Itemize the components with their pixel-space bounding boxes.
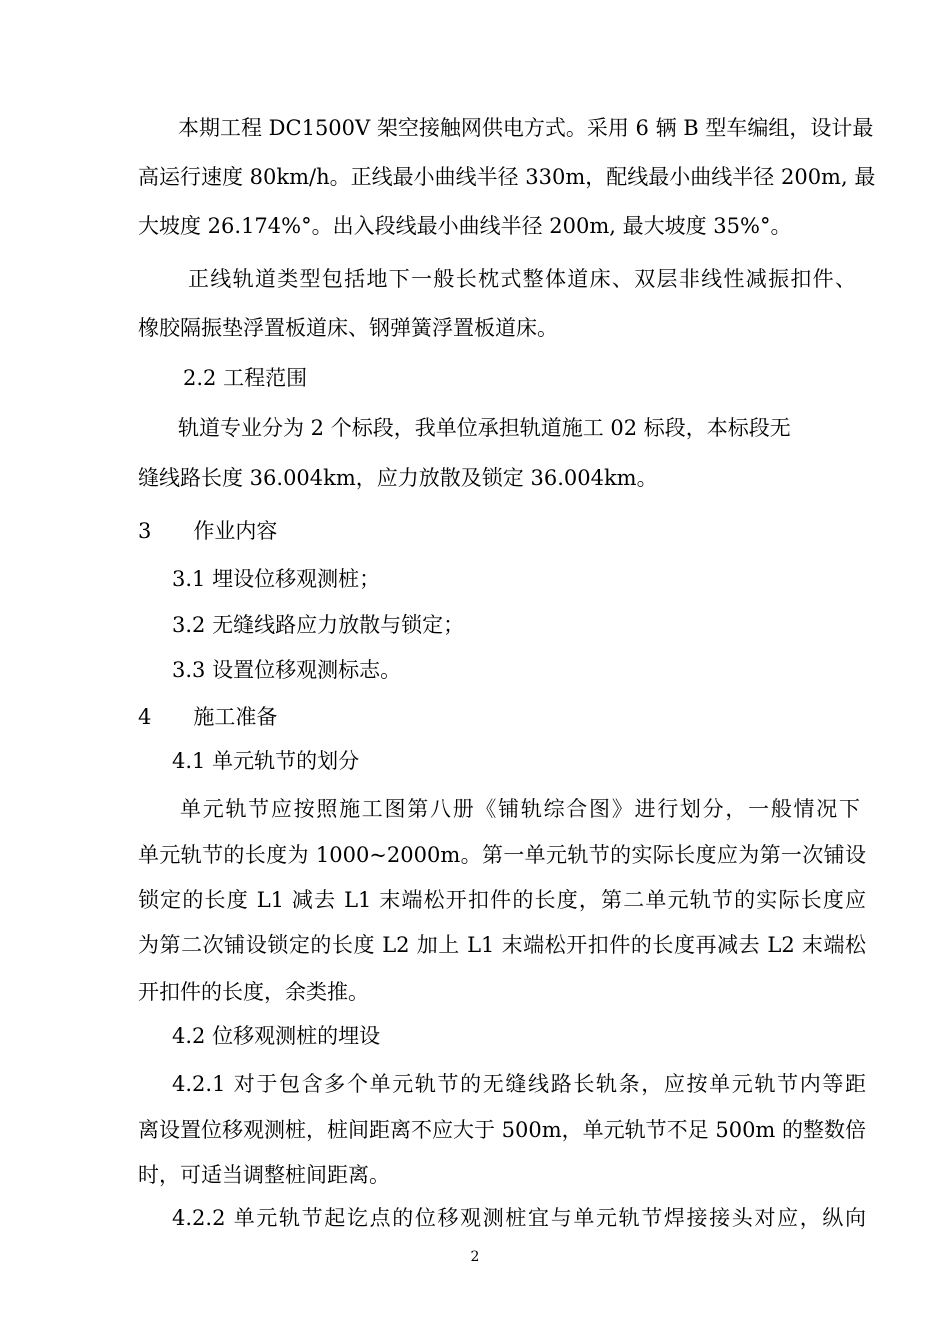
paragraph-track-type-line-1: 正线轨道类型包括地下一般长枕式整体道床、双层非线性减振扣件、 [188,267,856,291]
section-heading-4-1: 4.1 单元轨节的划分 [172,749,360,773]
section-heading-3: 3 作业内容 [138,519,278,543]
list-item-3-3: 3.3 设置位移观测标志。 [172,658,402,682]
page-number: 2 [470,1249,480,1265]
list-item-3-1: 3.1 埋设位移观测桩； [172,567,381,591]
paragraph-4-2-1-line-1: 4.2.1 对于包含多个单元轨节的无缝线路长轨条，应按单元轨节内等距 [172,1072,866,1096]
paragraph-unit-rail-line-1: 单元轨节应按照施工图第八册《铺轨综合图》进行划分，一般情况下 [180,797,860,821]
section-heading-2-2: 2.2 工程范围 [183,366,308,390]
paragraph-4-2-2-line-1: 4.2.2 单元轨节起讫点的位移观测桩宜与单元轨节焊接接头对应，纵向 [172,1206,866,1230]
paragraph-unit-rail-line-5: 开扣件的长度，余类推。 [138,980,369,1004]
paragraph-unit-rail-line-4: 为第二次铺设锁定的长度 L2 加上 L1 末端松开扣件的长度再减去 L2 末端松 [138,933,866,957]
section-heading-4-2: 4.2 位移观测桩的埋设 [172,1024,381,1048]
paragraph-track-type-line-2: 橡胶隔振垫浮置板道床、钢弹簧浮置板道床。 [138,316,558,340]
paragraph-scope-line-2: 缝线路长度 36.004km，应力放散及锁定 36.004km。 [138,466,658,490]
paragraph-unit-rail-line-2: 单元轨节的长度为 1000~2000m。第一单元轨节的实际长度应为第一次铺设 [138,843,866,867]
paragraph-overview-line-3: 大坡度 26.174%°。出入段线最小曲线半径 200m, 最大坡度 35%°。 [138,214,792,238]
paragraph-unit-rail-line-3: 锁定的长度 L1 减去 L1 末端松开扣件的长度，第二单元轨节的实际长度应 [138,888,866,912]
paragraph-scope-line-1: 轨道专业分为 2 个标段，我单位承担轨道施工 02 标段，本标段无 [178,416,791,440]
list-item-3-2: 3.2 无缝线路应力放散与锁定； [172,613,465,637]
paragraph-overview-line-2: 高运行速度 80km/h。正线最小曲线半径 330m，配线最小曲线半径 200m, 最 [138,165,876,189]
paragraph-4-2-1-line-3: 时，可适当调整桩间距离。 [138,1163,390,1187]
paragraph-overview-line-1: 本期工程 DC1500V 架空接触网供电方式。采用 6 辆 B 型车编组，设计最 [178,116,874,140]
paragraph-4-2-1-line-2: 离设置位移观测桩，桩间距离不应大于 500m，单元轨节不足 500m 的整数倍 [138,1118,867,1142]
section-heading-4: 4 施工准备 [138,705,278,729]
